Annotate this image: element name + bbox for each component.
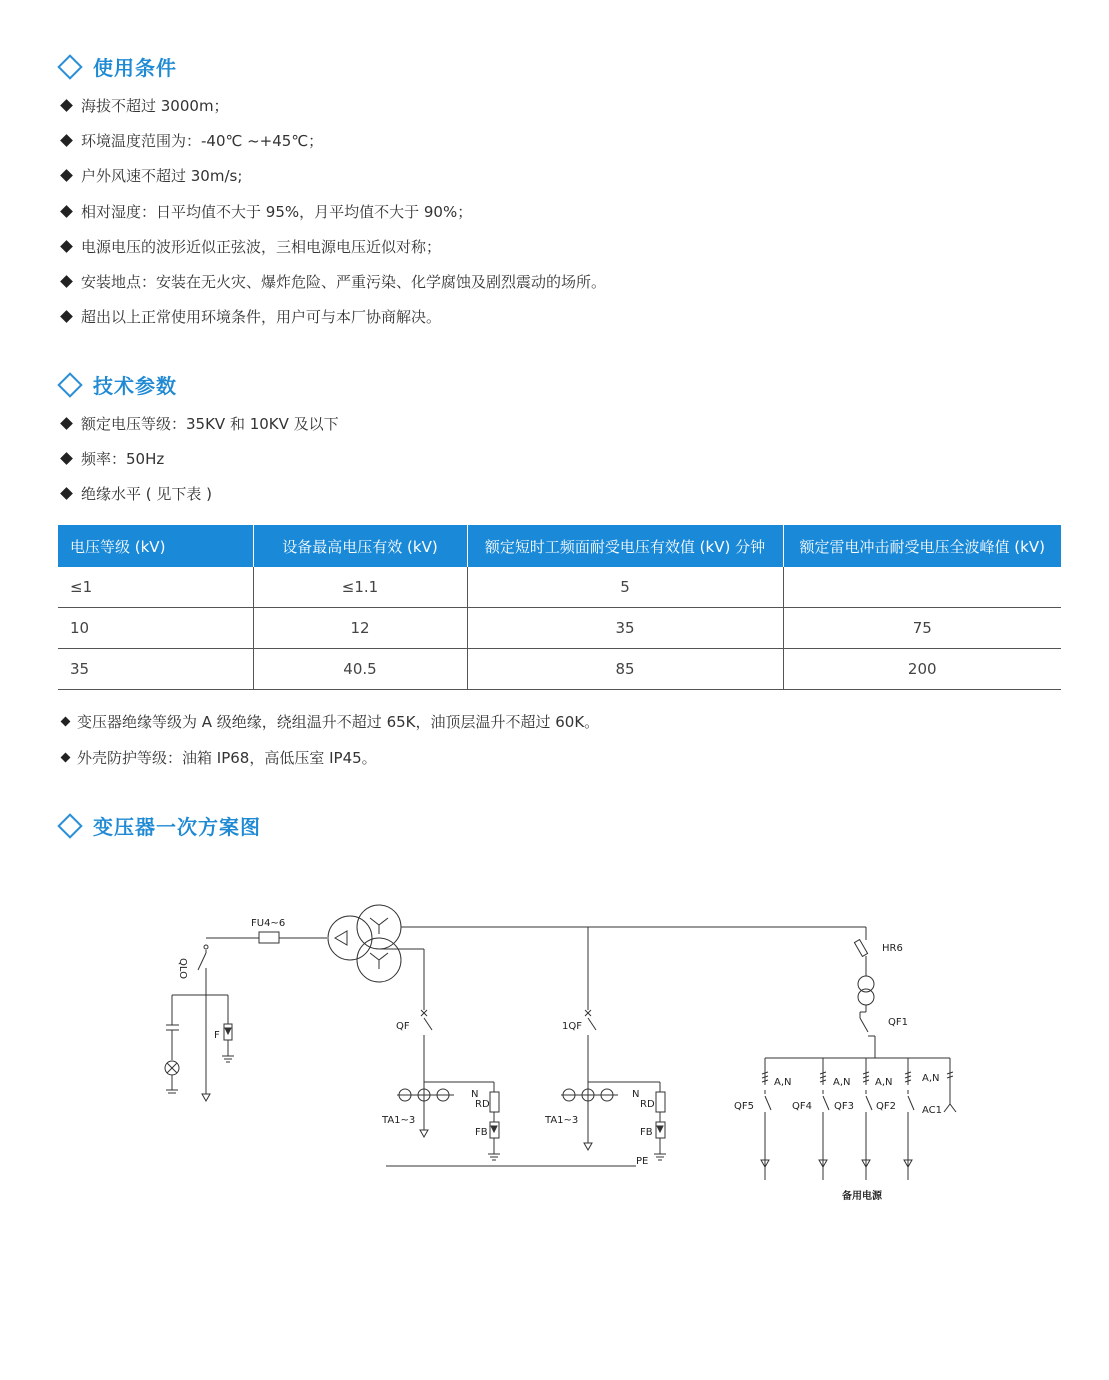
label-qf4: QF4 bbox=[792, 1101, 812, 1112]
list-item: 相对湿度：日平均值不大于 95%，月平均值不大于 90%； bbox=[60, 194, 606, 229]
arrow-icon bbox=[202, 1094, 210, 1101]
list-item: 海拔不超过 3000m； bbox=[60, 88, 606, 123]
label-rd2: RD bbox=[640, 1099, 655, 1110]
switch-icon bbox=[198, 953, 206, 970]
diamond-icon bbox=[57, 372, 82, 397]
bullet-icon bbox=[60, 417, 73, 430]
bullet-icon bbox=[60, 240, 73, 253]
table-cell: 35 bbox=[467, 608, 783, 649]
bullet-icon bbox=[61, 752, 71, 762]
list-item: 绝缘水平 ( 见下表 ) bbox=[60, 476, 339, 511]
diagram-lines bbox=[165, 905, 956, 1180]
table-cell bbox=[783, 567, 1061, 608]
list-item: 环境温度范围为：-40℃ ~+45℃； bbox=[60, 123, 606, 158]
list-item: 额定电压等级：35KV 和 10KV 及以下 bbox=[60, 406, 339, 441]
label-qlo: QLO bbox=[177, 958, 188, 979]
table-header: 设备最高电压有效 (kV) bbox=[253, 525, 467, 567]
list-item: 外壳防护等级：油箱 IP68，高低压室 IP45。 bbox=[60, 740, 599, 776]
conditions-list bbox=[60, 88, 606, 334]
technical-list bbox=[60, 406, 339, 511]
table-cell: 40.5 bbox=[253, 649, 467, 690]
label-fb2: FB bbox=[640, 1127, 653, 1138]
label-qf2: QF2 bbox=[876, 1101, 896, 1112]
bullet-icon bbox=[60, 170, 73, 183]
table-row bbox=[58, 608, 1061, 649]
list-item: 频率：50Hz bbox=[60, 441, 339, 476]
label-pe: PE bbox=[636, 1156, 649, 1167]
table-cell: 200 bbox=[783, 649, 1061, 690]
table-row bbox=[58, 649, 1061, 690]
bullet-icon bbox=[60, 134, 73, 147]
bullet-icon bbox=[60, 310, 73, 323]
section-title-text: 使用条件 bbox=[93, 56, 177, 80]
label-ta2: TA1~3 bbox=[545, 1115, 579, 1126]
bullet-icon bbox=[60, 275, 73, 288]
table-cell: ≤1 bbox=[58, 567, 253, 608]
terminal-icon bbox=[204, 945, 208, 949]
table-header: 额定雷电冲击耐受电压全波峰值 (kV) bbox=[783, 525, 1061, 567]
table-row bbox=[58, 567, 1061, 608]
label-an: A,N bbox=[922, 1073, 940, 1084]
switch-icon bbox=[424, 1018, 432, 1030]
label-n1: N bbox=[471, 1089, 479, 1100]
label-an: A,N bbox=[833, 1077, 851, 1088]
table-cell: 85 bbox=[467, 649, 783, 690]
table-cell: 35 bbox=[58, 649, 253, 690]
table-cell: 75 bbox=[783, 608, 1061, 649]
table-cell: 12 bbox=[253, 608, 467, 649]
bullet-icon bbox=[60, 452, 73, 465]
diamond-icon bbox=[57, 813, 82, 838]
bullet-icon bbox=[60, 205, 73, 218]
table-cell: 10 bbox=[58, 608, 253, 649]
label-an: A,N bbox=[875, 1077, 893, 1088]
section-title-conditions bbox=[57, 52, 177, 81]
table-header: 电压等级 (kV) bbox=[58, 525, 253, 567]
list-item: 超出以上正常使用环境条件，用户可与本厂协商解决。 bbox=[60, 299, 606, 334]
diamond-icon bbox=[57, 54, 82, 79]
table-cell: 5 bbox=[467, 567, 783, 608]
notes-list bbox=[60, 704, 599, 775]
label-hr6: HR6 bbox=[882, 943, 903, 954]
table-header-row bbox=[58, 525, 1061, 567]
list-item: 安装地点：安装在无火灾、爆炸危险、严重污染、化学腐蚀及剧烈震动的场所。 bbox=[60, 264, 606, 299]
section-title-text: 变压器一次方案图 bbox=[93, 815, 261, 839]
table-header: 额定短时工频面耐受电压有效值 (kV) 分钟 bbox=[467, 525, 783, 567]
label-fu: FU4~6 bbox=[251, 918, 286, 929]
transformer-diagram bbox=[0, 880, 1109, 1220]
label-n2: N bbox=[632, 1089, 640, 1100]
list-item: 电源电压的波形近似正弦波，三相电源电压近似对称； bbox=[60, 229, 606, 264]
insulation-table bbox=[58, 525, 1061, 690]
bullet-icon bbox=[60, 487, 73, 500]
label-1qf: 1QF bbox=[562, 1021, 582, 1032]
label-qf1: QF1 bbox=[888, 1017, 908, 1028]
label-qf: QF bbox=[396, 1021, 410, 1032]
label-qf3: QF3 bbox=[834, 1101, 854, 1112]
fuse-icon bbox=[854, 940, 867, 957]
label-ac1: AC1 bbox=[922, 1105, 943, 1116]
label-qf5: QF5 bbox=[734, 1101, 754, 1112]
label-rd1: RD bbox=[475, 1099, 490, 1110]
label-f: F bbox=[214, 1030, 220, 1041]
label-an: A,N bbox=[774, 1077, 792, 1088]
section-title-diagram bbox=[57, 811, 261, 840]
label-ta1: TA1~3 bbox=[382, 1115, 416, 1126]
bullet-icon bbox=[60, 99, 73, 112]
section-title-text: 技术参数 bbox=[93, 374, 177, 398]
list-item: 变压器绝缘等级为 A 级绝缘，绕组温升不超过 65K，油顶层温升不超过 60K。 bbox=[60, 704, 599, 740]
label-fb1: FB bbox=[475, 1127, 488, 1138]
table-cell: ≤1.1 bbox=[253, 567, 467, 608]
bullet-icon bbox=[61, 717, 71, 727]
list-item: 户外风速不超过 30m/s; bbox=[60, 158, 606, 193]
fuse-icon bbox=[259, 932, 279, 943]
section-title-technical bbox=[57, 370, 177, 399]
label-backup: 备用电源 bbox=[842, 1191, 882, 1202]
